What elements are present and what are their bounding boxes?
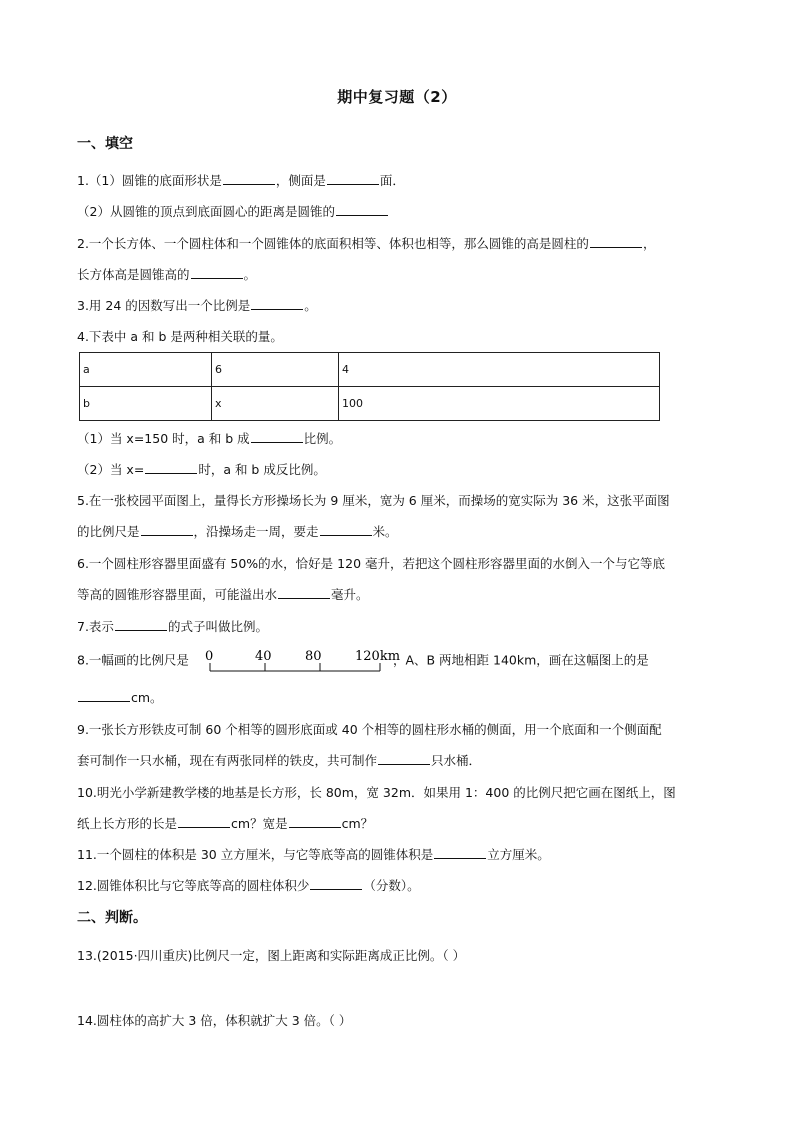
table-row (80, 387, 660, 421)
section-heading-fill: 一、填空 (77, 136, 133, 152)
answer-blank[interactable] (223, 172, 275, 185)
question-1b: （2）从圆锥的顶点到底面圆心的距离是圆锥的 (77, 203, 389, 221)
question-10a: 10.明光小学新建教学楼的地基是长方形，长 80m，宽 32m．如果用 1：400 的比例尺把它画在图纸上，图 (77, 785, 676, 800)
answer-blank[interactable] (378, 752, 430, 765)
table-cell: a (80, 353, 212, 387)
scale-label-0: 0 (204, 649, 214, 664)
table-row (80, 353, 660, 387)
question-4: 4.下表中 a 和 b 是两种相关联的量。 (77, 329, 283, 344)
answer-blank[interactable] (278, 586, 330, 599)
answer-blank[interactable] (320, 523, 372, 536)
question-5b: 的比例尺是 ，沿操场走一周，要走 米。 (77, 524, 398, 539)
correlation-table (79, 352, 660, 421)
scale-label-120km: 120km (354, 649, 400, 664)
answer-blank[interactable] (145, 461, 197, 474)
question-10b: 纸上长方形的长是 cm？宽是 cm？ (77, 816, 374, 831)
question-4-1: （1）当 x=150 时，a 和 b 成 比例。 (77, 431, 342, 446)
answer-blank[interactable] (141, 523, 193, 536)
question-5a: 5.在一张校园平面图上，量得长方形操场长为 9 厘米，宽为 6 厘米，而操场的宽实际为 36 米，这张平面图 (77, 493, 670, 508)
answer-blank[interactable] (310, 877, 362, 890)
question-7: 7.表示 的式子叫做比例。 (77, 619, 268, 634)
table-cell: 100 (339, 387, 660, 421)
scale-label-40: 40 (254, 649, 272, 664)
table-cell: x (212, 387, 339, 421)
question-1a: 1.（1）圆锥的底面形状是 ，侧面是 面． (77, 173, 405, 188)
page-title: 期中复习题（2） (337, 88, 457, 106)
answer-blank[interactable] (191, 266, 243, 279)
scale-bar-graphic (204, 649, 400, 675)
table-cell: 4 (339, 353, 660, 387)
question-9b: 套可制作一只水桶，现在有两张同样的铁皮，共可制作 只水桶． (77, 753, 482, 768)
question-3: 3.用 24 的因数写出一个比例是 。 (77, 298, 317, 313)
question-12: 12.圆锥体积比与它等底等高的圆柱体积少 （分数）。 (77, 878, 420, 893)
scale-bar (204, 649, 400, 673)
question-8b: cm。 (77, 689, 163, 707)
question-2a: 2.一个长方体、一个圆柱体和一个圆锥体的底面积相等、体积也相等，那么圆锥的高是圆柱的 ， (77, 236, 656, 251)
answer-blank[interactable] (251, 297, 303, 310)
question-11: 11.一个圆柱的体积是 30 立方厘米，与它等底等高的圆锥体积是 立方厘米。 (77, 847, 550, 862)
question-8a: 8.一幅画的比例尺是 0 40 80 120km ，A、B 两地相距 140km，画在这幅图上的是 (77, 649, 649, 673)
question-13: 13.(2015·四川重庆)比例尺一定，图上距离和实际距离成正比例。（ ） (77, 948, 466, 963)
answer-blank[interactable] (251, 430, 303, 443)
question-6b: 等高的圆锥形容器里面，可能溢出水 毫升。 (77, 587, 369, 602)
answer-blank[interactable] (590, 235, 642, 248)
question-2b: 长方体高是圆锥高的 。 (77, 267, 257, 282)
answer-blank[interactable] (178, 815, 230, 828)
answer-blank[interactable] (78, 689, 130, 702)
table-cell: 6 (212, 353, 339, 387)
answer-blank[interactable] (289, 815, 341, 828)
question-14: 14.圆柱体的高扩大 3 倍，体积就扩大 3 倍。（ ） (77, 1013, 352, 1028)
answer-blank[interactable] (115, 618, 167, 631)
scale-label-80: 80 (304, 649, 322, 664)
question-4-2: （2）当 x= 时，a 和 b 成反比例。 (77, 462, 326, 477)
answer-blank[interactable] (327, 172, 379, 185)
answer-blank[interactable] (434, 846, 486, 859)
answer-blank[interactable] (336, 203, 388, 216)
question-9a: 9.一张长方形铁皮可制 60 个相等的圆形底面或 40 个相等的圆柱形水桶的侧面，用一个底面和一个侧面配 (77, 722, 662, 737)
section-heading-judge: 二、判断。 (77, 910, 147, 926)
question-6a: 6.一个圆柱形容器里面盛有 50%的水，恰好是 120 毫升，若把这个圆柱形容器里面的水倒入一个与它等底 (77, 556, 665, 571)
table-cell: b (80, 387, 212, 421)
